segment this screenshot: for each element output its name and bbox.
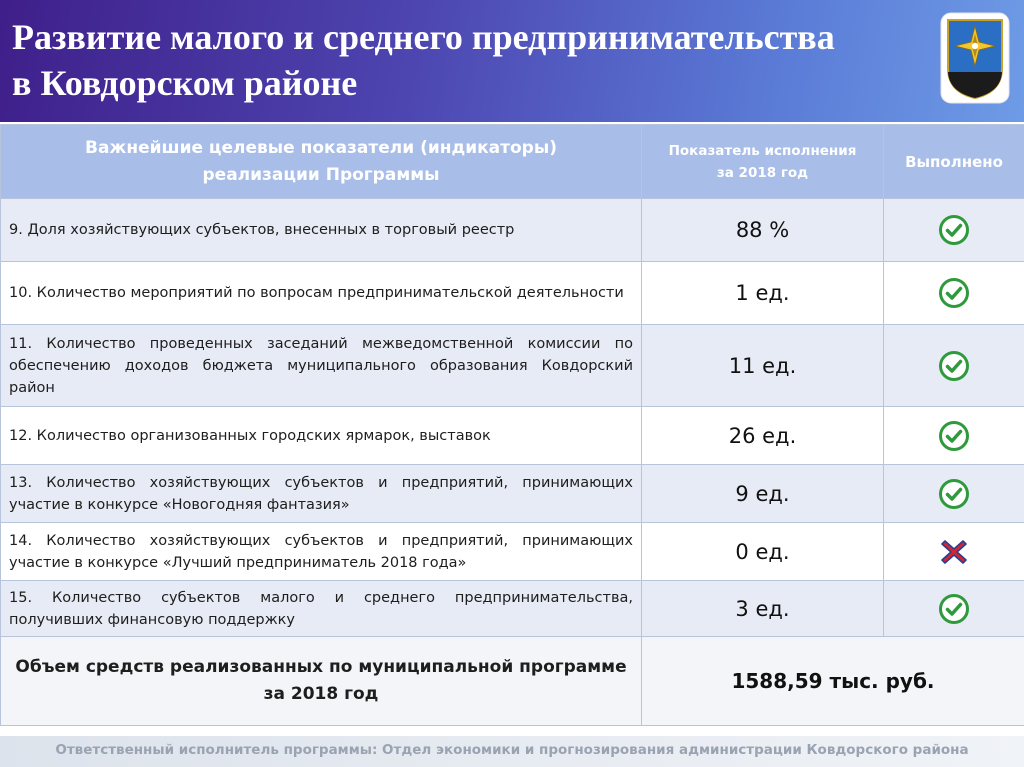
footer-text: Ответственный исполнитель программы: Отдел экономики и прогнозирования администрации Ковдорского района <box>55 742 969 758</box>
done-cell <box>884 199 1024 262</box>
value-cell: 9 ед. <box>642 465 884 523</box>
table-header-row <box>1 125 1024 199</box>
header-value-line-1: Показатель исполнения <box>668 142 857 159</box>
check-circle-icon <box>938 277 970 309</box>
indicator-cell: 14. Количество хозяйствующих субъектов и предприятий, принимающих участие в конкурсе «Лучший предприниматель 2018 года» <box>1 523 642 581</box>
indicator-cell: 9. Доля хозяйствующих субъектов, внесенных в торговый реестр <box>1 199 642 262</box>
done-cell <box>884 325 1024 407</box>
check-circle-icon <box>938 420 970 452</box>
done-cell <box>884 407 1024 465</box>
done-cell <box>884 465 1024 523</box>
header-value <box>642 125 884 199</box>
slide-header <box>0 0 1024 122</box>
table-row <box>1 325 1024 407</box>
check-circle-icon <box>938 593 970 625</box>
indicator-cell: 13. Количество хозяйствующих субъектов и предприятий, принимающих участие в конкурсе «Новогодняя фантазия» <box>1 465 642 523</box>
indicators-table <box>0 124 1024 726</box>
header-indicators <box>1 125 642 199</box>
coat-of-arms-icon <box>940 12 1010 104</box>
value-cell: 88 % <box>642 199 884 262</box>
slide-title <box>12 14 922 106</box>
value-cell: 11 ед. <box>642 325 884 407</box>
red-cross-icon <box>939 537 969 567</box>
indicator-cell: 11. Количество проведенных заседаний межведомственной комиссии по обеспечению доходов бюджета муниципального образования Ковдорский район <box>1 325 642 407</box>
header-indicators-line-2: реализации Программы <box>202 164 440 185</box>
indicator-cell: 15. Количество субъектов малого и среднего предпринимательства, получивших финансовую поддержку <box>1 581 642 637</box>
done-cell <box>884 262 1024 325</box>
header-indicators-line-1: Важнейшие целевые показатели (индикаторы) <box>84 137 557 158</box>
table-row <box>1 199 1024 262</box>
table-row <box>1 523 1024 581</box>
value-cell: 1 ед. <box>642 262 884 325</box>
done-cell <box>884 523 1024 581</box>
value-cell: 26 ед. <box>642 407 884 465</box>
total-row <box>1 637 1024 726</box>
check-circle-icon <box>938 350 970 382</box>
table-row <box>1 262 1024 325</box>
check-circle-icon <box>938 478 970 510</box>
total-value: 1588,59 тыс. руб. <box>642 637 1024 726</box>
title-line-1: Развитие малого и среднего предпринимательства <box>12 17 835 57</box>
table-row <box>1 407 1024 465</box>
table-row <box>1 465 1024 523</box>
header-value-line-2: за 2018 год <box>716 164 809 181</box>
value-cell: 3 ед. <box>642 581 884 637</box>
total-label: Объем средств реализованных по муниципальной программе за 2018 год <box>1 637 642 726</box>
indicator-cell: 12. Количество организованных городских ярмарок, выставок <box>1 407 642 465</box>
title-line-2: в Ковдорском районе <box>12 63 358 103</box>
header-done: Выполнено <box>884 125 1024 199</box>
check-circle-icon <box>938 214 970 246</box>
done-cell <box>884 581 1024 637</box>
table-row <box>1 581 1024 637</box>
indicator-cell: 10. Количество мероприятий по вопросам предпринимательской деятельности <box>1 262 642 325</box>
footer-bar <box>0 736 1024 767</box>
value-cell: 0 ед. <box>642 523 884 581</box>
